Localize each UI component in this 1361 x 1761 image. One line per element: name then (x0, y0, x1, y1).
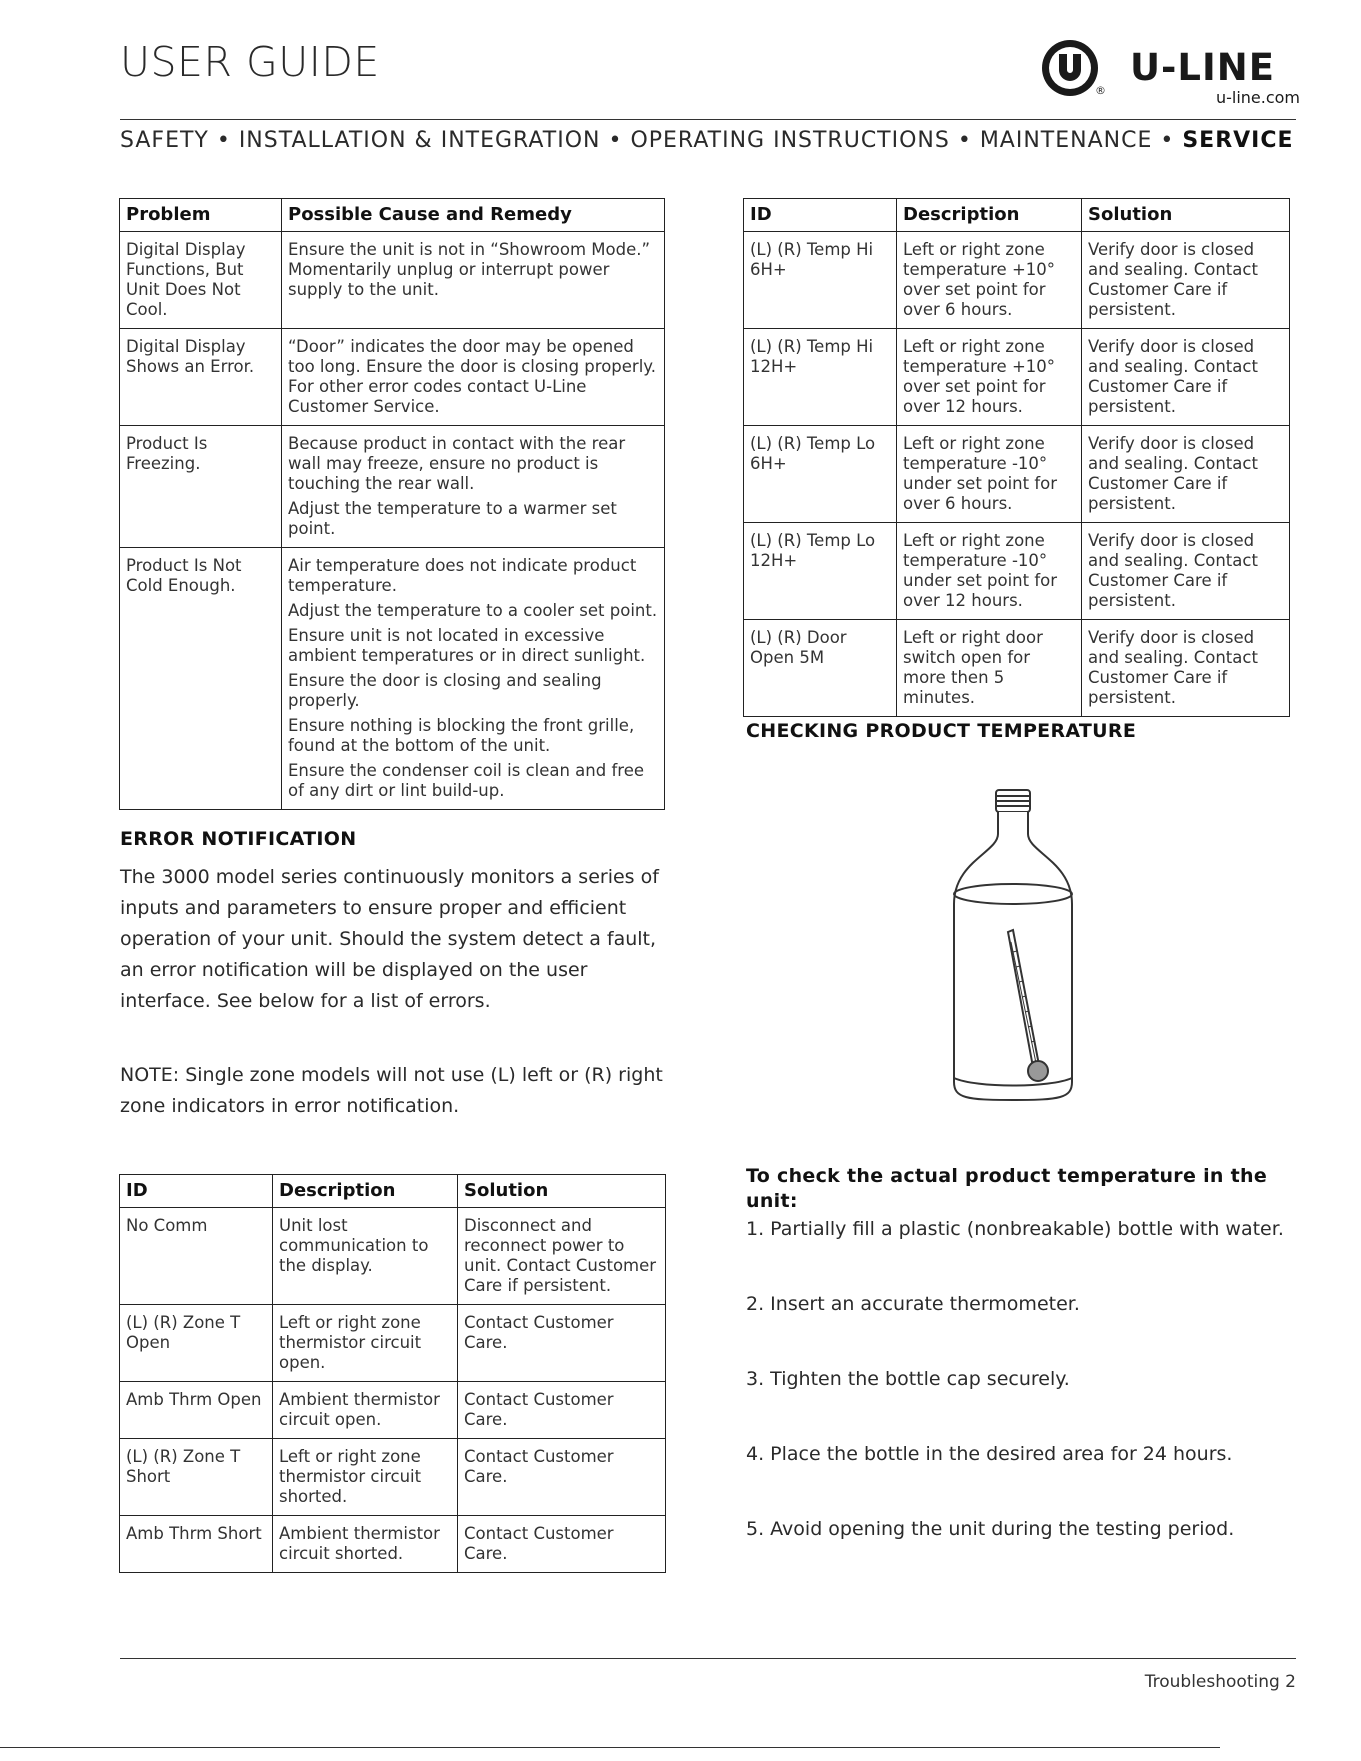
error-id-cell: (L) (R) Door Open 5M (744, 620, 897, 717)
error-solution-cell: Verify door is closed and sealing. Contact Customer Care if persistent. (1082, 232, 1290, 329)
remedy-cell (282, 329, 665, 426)
column-header-description: Description (897, 199, 1082, 232)
table-row (744, 523, 1290, 620)
table-row (120, 1305, 666, 1382)
remedy-text: Ensure the door is closing and sealing properly. (288, 671, 602, 710)
logo-wordmark: U-LINE (1130, 46, 1275, 89)
error-description-cell: Left or right door switch open for more then 5 minutes. (897, 620, 1082, 717)
error-description-cell: Unit lost communication to the display. (273, 1208, 458, 1305)
table-row (120, 1439, 666, 1516)
table-row (744, 426, 1290, 523)
error-solution-cell: Verify door is closed and sealing. Contact Customer Care if persistent. (1082, 620, 1290, 717)
table-row (744, 232, 1290, 329)
remedy-text: “Door” indicates the door may be opened too long. Ensure the door is closing properly. For other error codes contact U-Line Customer Service. (288, 337, 656, 416)
column-header-id: ID (744, 199, 897, 232)
error-description-cell: Left or right zone thermistor circuit shorted. (273, 1439, 458, 1516)
error-solution-cell: Contact Customer Care. (458, 1382, 666, 1439)
page-title: USER GUIDE (120, 38, 380, 86)
column-header-id: ID (120, 1175, 273, 1208)
error-description-cell: Left or right zone temperature -10° under set point for over 6 hours. (897, 426, 1082, 523)
remedy-text: Ensure nothing is blocking the front grille, found at the bottom of the unit. (288, 716, 635, 755)
registered-mark: ® (1095, 84, 1106, 97)
error-description-cell: Left or right zone temperature +10° over set point for over 12 hours. (897, 329, 1082, 426)
table-row (120, 329, 665, 426)
footer-divider (120, 1658, 1296, 1659)
error-id-cell: (L) (R) Temp Hi 12H+ (744, 329, 897, 426)
error-id-cell: (L) (R) Zone T Short (120, 1439, 273, 1516)
error-solution-cell: Verify door is closed and sealing. Contact Customer Care if persistent. (1082, 523, 1290, 620)
error-solution-cell: Verify door is closed and sealing. Contact Customer Care if persistent. (1082, 426, 1290, 523)
column-header-remedy: Possible Cause and Remedy (282, 199, 665, 232)
header-divider (120, 119, 1296, 120)
error-notification-paragraph: The 3000 model series continuously monitors a series of inputs and parameters to ensure proper and efficient operation of your unit. Should the system detect a fault, an error notification will be displayed on the user interface. See below for a list of errors. (120, 866, 659, 1012)
error-description-cell: Ambient thermistor circuit open. (273, 1382, 458, 1439)
remedy-text: Adjust the temperature to a warmer set point. (288, 499, 617, 538)
column-header-description: Description (273, 1175, 458, 1208)
u-line-logo-icon (1040, 38, 1100, 98)
section-nav-active: SERVICE (1182, 128, 1294, 153)
remedy-cell (282, 426, 665, 548)
list-item: 5. Avoid opening the unit during the testing period. (746, 1518, 1235, 1540)
error-id-cell: (L) (R) Temp Lo 12H+ (744, 523, 897, 620)
error-code-table-right (743, 198, 1290, 717)
table-row (120, 1382, 666, 1439)
error-id-cell: No Comm (120, 1208, 273, 1305)
remedy-text: Because product in contact with the rear wall may freeze, ensure no product is touching the rear wall. (288, 434, 626, 493)
bottle-with-thermometer-icon (946, 782, 1086, 1102)
remedy-cell (282, 232, 665, 329)
column-header-solution: Solution (1082, 199, 1290, 232)
remedy-cell (282, 548, 665, 810)
table-row (120, 548, 665, 810)
remedy-text: Adjust the temperature to a cooler set point. (288, 601, 658, 620)
remedy-text: Ensure the unit is not in “Showroom Mode.” Momentarily unplug or interrupt power supply to the unit. (288, 240, 651, 299)
error-solution-cell: Disconnect and reconnect power to unit. Contact Customer Care if persistent. (458, 1208, 666, 1305)
section-nav-items: SAFETY • INSTALLATION & INTEGRATION • OPERATING INSTRUCTIONS • MAINTENANCE • (120, 128, 1183, 153)
troubleshooting-table (119, 198, 665, 810)
error-solution-cell: Verify door is closed and sealing. Contact Customer Care if persistent. (1082, 329, 1290, 426)
table-row (120, 1208, 666, 1305)
error-id-cell: (L) (R) Temp Lo 6H+ (744, 426, 897, 523)
table-row (744, 620, 1290, 717)
page-footer-label: Troubleshooting 2 (1144, 1672, 1296, 1692)
error-description-cell: Left or right zone temperature +10° over set point for over 6 hours. (897, 232, 1082, 329)
error-solution-cell: Contact Customer Care. (458, 1305, 666, 1382)
error-id-cell: Amb Thrm Open (120, 1382, 273, 1439)
problem-cell: Digital Display Functions, But Unit Does Not Cool. (120, 232, 282, 329)
error-solution-cell: Contact Customer Care. (458, 1516, 666, 1573)
section-nav (120, 128, 1300, 153)
brand-logo (1040, 36, 1302, 112)
error-id-cell: Amb Thrm Short (120, 1516, 273, 1573)
list-item: 1. Partially fill a plastic (nonbreakable) bottle with water. (746, 1218, 1284, 1240)
list-item: 3. Tighten the bottle cap securely. (746, 1368, 1070, 1390)
table-row (120, 426, 665, 548)
zone-note: NOTE: Single zone models will not use (L) left or (R) right zone indicators in error notification. (120, 1064, 663, 1117)
remedy-text: Ensure the condenser coil is clean and free of any dirt or lint build-up. (288, 761, 645, 800)
checking-subheading: To check the actual product temperature in the unit: (746, 1165, 1268, 1212)
table-row (120, 232, 665, 329)
error-id-cell: (L) (R) Temp Hi 6H+ (744, 232, 897, 329)
column-header-problem: Problem (120, 199, 282, 232)
column-header-solution: Solution (458, 1175, 666, 1208)
error-description-cell: Left or right zone temperature -10° under set point for over 12 hours. (897, 523, 1082, 620)
table-row (120, 1516, 666, 1573)
checking-temperature-heading: CHECKING PRODUCT TEMPERATURE (746, 720, 1137, 742)
list-item: 4. Place the bottle in the desired area for 24 hours. (746, 1443, 1233, 1465)
remedy-text: Air temperature does not indicate product temperature. (288, 556, 637, 595)
problem-cell: Product Is Not Cold Enough. (120, 548, 282, 810)
error-description-cell: Left or right zone thermistor circuit open. (273, 1305, 458, 1382)
page-bottom-edge (0, 1747, 1220, 1748)
error-description-cell: Ambient thermistor circuit shorted. (273, 1516, 458, 1573)
error-id-cell: (L) (R) Zone T Open (120, 1305, 273, 1382)
remedy-text: Ensure unit is not located in excessive ambient temperatures or in direct sunlight. (288, 626, 646, 665)
error-code-table-left (119, 1174, 666, 1573)
list-item: 2. Insert an accurate thermometer. (746, 1293, 1080, 1315)
table-row (744, 329, 1290, 426)
problem-cell: Product Is Freezing. (120, 426, 282, 548)
error-notification-heading: ERROR NOTIFICATION (120, 828, 357, 850)
logo-url: u-line.com (1215, 88, 1300, 107)
error-solution-cell: Contact Customer Care. (458, 1439, 666, 1516)
problem-cell: Digital Display Shows an Error. (120, 329, 282, 426)
